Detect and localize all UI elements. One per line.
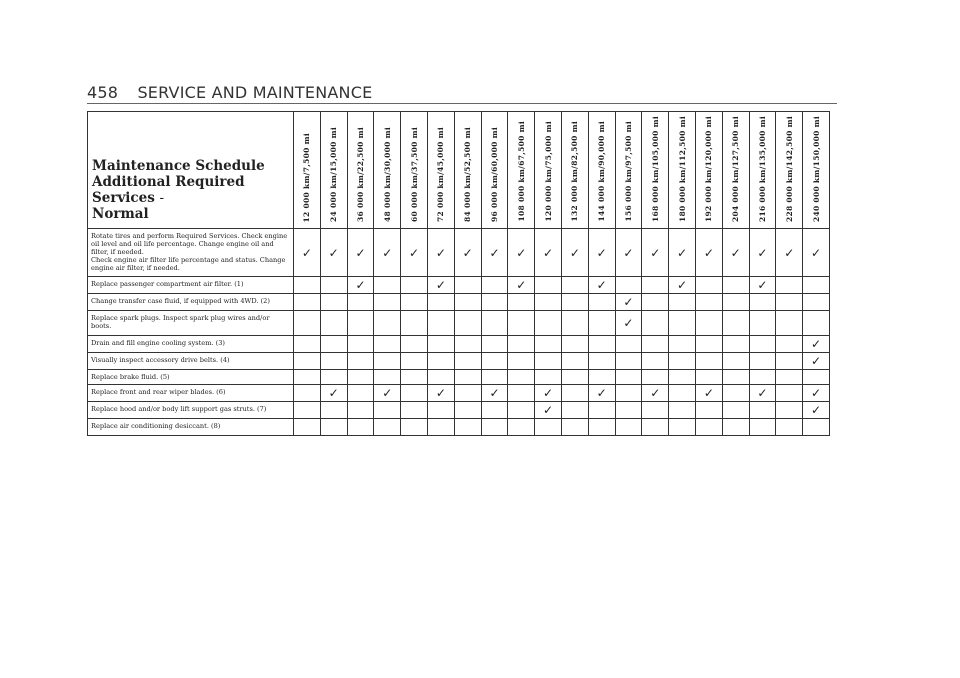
empty-cell (347, 385, 374, 402)
interval-header (642, 112, 669, 229)
empty-cell (294, 277, 321, 294)
empty-cell (749, 353, 776, 370)
empty-cell (669, 311, 696, 336)
empty-cell (508, 402, 535, 419)
check-mark-icon: ✓ (588, 229, 615, 277)
empty-cell (669, 419, 696, 436)
check-mark-icon: ✓ (535, 385, 562, 402)
check-mark-icon: ✓ (427, 385, 454, 402)
empty-cell (481, 311, 508, 336)
empty-cell (803, 277, 830, 294)
interval-label: 132 000 km/82,500 mi (570, 121, 580, 222)
empty-cell (535, 336, 562, 353)
check-mark-icon: ✓ (695, 229, 722, 277)
empty-cell (535, 311, 562, 336)
empty-cell (561, 311, 588, 336)
interval-header (401, 112, 428, 229)
interval-label: 228 000 km/142,500 mi (784, 115, 794, 222)
check-mark-icon: ✓ (642, 229, 669, 277)
empty-cell (722, 353, 749, 370)
service-label: Replace passenger compartment air filter. (1) (88, 277, 294, 294)
empty-cell (588, 311, 615, 336)
empty-cell (374, 294, 401, 311)
empty-cell (749, 370, 776, 385)
empty-cell (347, 353, 374, 370)
interval-header-row (88, 112, 830, 229)
empty-cell (374, 311, 401, 336)
empty-cell (320, 353, 347, 370)
empty-cell (695, 336, 722, 353)
empty-cell (695, 294, 722, 311)
check-mark-icon: ✓ (669, 277, 696, 294)
empty-cell (776, 385, 803, 402)
service-label: Replace spark plugs. Inspect spark plug wires and/or boots. (88, 311, 294, 336)
interval-label: 84 000 km/52,500 mi (463, 127, 473, 222)
empty-cell (481, 336, 508, 353)
empty-cell (588, 336, 615, 353)
empty-cell (669, 385, 696, 402)
empty-cell (454, 353, 481, 370)
check-mark-icon: ✓ (508, 277, 535, 294)
empty-cell (427, 402, 454, 419)
empty-cell (508, 353, 535, 370)
empty-cell (320, 277, 347, 294)
empty-cell (427, 311, 454, 336)
empty-cell (561, 294, 588, 311)
check-mark-icon: ✓ (615, 294, 642, 311)
interval-header (427, 112, 454, 229)
empty-cell (776, 277, 803, 294)
empty-cell (669, 353, 696, 370)
empty-cell (294, 336, 321, 353)
empty-cell (508, 294, 535, 311)
empty-cell (722, 277, 749, 294)
empty-cell (454, 294, 481, 311)
interval-label: 192 000 km/120,000 mi (704, 115, 714, 222)
empty-cell (695, 353, 722, 370)
header-divider (87, 103, 837, 104)
empty-cell (561, 402, 588, 419)
empty-cell (401, 402, 428, 419)
empty-cell (642, 294, 669, 311)
empty-cell (588, 419, 615, 436)
empty-cell (320, 294, 347, 311)
empty-cell (749, 294, 776, 311)
title-line-2: Additional Required Services (92, 174, 245, 206)
section-title: SERVICE AND MAINTENANCE (137, 83, 373, 102)
empty-cell (320, 402, 347, 419)
check-mark-icon: ✓ (427, 277, 454, 294)
page-number: 458 (87, 83, 119, 102)
empty-cell (615, 277, 642, 294)
interval-label: 12 000 km/7,500 mi (302, 132, 312, 222)
empty-cell (320, 419, 347, 436)
empty-cell (615, 370, 642, 385)
empty-cell (695, 311, 722, 336)
check-mark-icon: ✓ (374, 385, 401, 402)
empty-cell (561, 385, 588, 402)
service-label: Drain and fill engine cooling system. (3) (88, 336, 294, 353)
check-mark-icon: ✓ (803, 336, 830, 353)
service-row (88, 385, 830, 402)
empty-cell (320, 370, 347, 385)
empty-cell (561, 336, 588, 353)
check-mark-icon: ✓ (588, 385, 615, 402)
check-mark-icon: ✓ (749, 229, 776, 277)
interval-label: 156 000 km/97,500 mi (623, 121, 633, 222)
empty-cell (749, 402, 776, 419)
empty-cell (588, 294, 615, 311)
interval-header (615, 112, 642, 229)
empty-cell (776, 336, 803, 353)
service-row (88, 229, 830, 277)
service-row (88, 294, 830, 311)
interval-header (481, 112, 508, 229)
empty-cell (294, 294, 321, 311)
empty-cell (615, 385, 642, 402)
empty-cell (454, 336, 481, 353)
empty-cell (401, 353, 428, 370)
empty-cell (294, 385, 321, 402)
empty-cell (347, 370, 374, 385)
empty-cell (427, 419, 454, 436)
check-mark-icon: ✓ (481, 385, 508, 402)
schedule-title (88, 112, 294, 229)
check-mark-icon: ✓ (561, 229, 588, 277)
empty-cell (669, 336, 696, 353)
empty-cell (749, 311, 776, 336)
check-mark-icon: ✓ (535, 402, 562, 419)
service-row (88, 402, 830, 419)
service-row (88, 336, 830, 353)
empty-cell (695, 402, 722, 419)
empty-cell (481, 353, 508, 370)
check-mark-icon: ✓ (347, 277, 374, 294)
empty-cell (481, 294, 508, 311)
empty-cell (347, 294, 374, 311)
empty-cell (294, 419, 321, 436)
empty-cell (401, 311, 428, 336)
empty-cell (427, 336, 454, 353)
empty-cell (615, 353, 642, 370)
service-label: Replace air conditioning desiccant. (8) (88, 419, 294, 436)
empty-cell (347, 336, 374, 353)
service-label: Replace hood and/or body lift support gas struts. (7) (88, 402, 294, 419)
empty-cell (294, 353, 321, 370)
service-row (88, 353, 830, 370)
empty-cell (454, 419, 481, 436)
interval-header (722, 112, 749, 229)
empty-cell (695, 370, 722, 385)
empty-cell (722, 419, 749, 436)
empty-cell (535, 277, 562, 294)
empty-cell (454, 385, 481, 402)
empty-cell (481, 419, 508, 436)
empty-cell (803, 419, 830, 436)
empty-cell (481, 370, 508, 385)
empty-cell (320, 336, 347, 353)
title-line-1: Maintenance Schedule (92, 158, 265, 174)
empty-cell (508, 419, 535, 436)
service-row (88, 311, 830, 336)
interval-header (535, 112, 562, 229)
empty-cell (642, 419, 669, 436)
empty-cell (508, 370, 535, 385)
check-mark-icon: ✓ (749, 385, 776, 402)
check-mark-icon: ✓ (803, 353, 830, 370)
check-mark-icon: ✓ (320, 385, 347, 402)
interval-label: 36 000 km/22,500 mi (355, 127, 365, 222)
interval-header (749, 112, 776, 229)
service-label: Visually inspect accessory drive belts. (4) (88, 353, 294, 370)
interval-label: 216 000 km/135,000 mi (757, 115, 767, 222)
interval-label: 168 000 km/105,000 mi (650, 115, 660, 222)
empty-cell (294, 402, 321, 419)
interval-header (374, 112, 401, 229)
empty-cell (401, 294, 428, 311)
empty-cell (374, 277, 401, 294)
empty-cell (588, 402, 615, 419)
empty-cell (561, 353, 588, 370)
check-mark-icon: ✓ (401, 229, 428, 277)
empty-cell (481, 402, 508, 419)
empty-cell (722, 311, 749, 336)
empty-cell (722, 370, 749, 385)
empty-cell (454, 311, 481, 336)
empty-cell (401, 277, 428, 294)
empty-cell (508, 336, 535, 353)
empty-cell (722, 294, 749, 311)
interval-label: 48 000 km/30,000 mi (382, 127, 392, 222)
check-mark-icon: ✓ (320, 229, 347, 277)
interval-label: 60 000 km/37,500 mi (409, 127, 419, 222)
interval-header (508, 112, 535, 229)
check-mark-icon: ✓ (749, 277, 776, 294)
empty-cell (776, 419, 803, 436)
interval-header (695, 112, 722, 229)
empty-cell (776, 311, 803, 336)
empty-cell (588, 353, 615, 370)
empty-cell (722, 336, 749, 353)
empty-cell (669, 402, 696, 419)
interval-label: 120 000 km/75,000 mi (543, 121, 553, 222)
empty-cell (427, 294, 454, 311)
empty-cell (776, 370, 803, 385)
empty-cell (535, 294, 562, 311)
check-mark-icon: ✓ (803, 229, 830, 277)
empty-cell (776, 294, 803, 311)
check-mark-icon: ✓ (803, 385, 830, 402)
empty-cell (535, 353, 562, 370)
interval-header (561, 112, 588, 229)
interval-label: 204 000 km/127,500 mi (731, 115, 741, 222)
interval-header (294, 112, 321, 229)
empty-cell (615, 336, 642, 353)
empty-cell (642, 370, 669, 385)
empty-cell (347, 311, 374, 336)
empty-cell (588, 370, 615, 385)
service-row (88, 277, 830, 294)
empty-cell (776, 402, 803, 419)
interval-label: 96 000 km/60,000 mi (489, 127, 499, 222)
empty-cell (374, 370, 401, 385)
check-mark-icon: ✓ (374, 229, 401, 277)
empty-cell (561, 277, 588, 294)
check-mark-icon: ✓ (776, 229, 803, 277)
title-dash: - (159, 190, 165, 206)
check-mark-icon: ✓ (615, 229, 642, 277)
empty-cell (347, 402, 374, 419)
empty-cell (374, 336, 401, 353)
maintenance-schedule-table (87, 111, 830, 436)
empty-cell (615, 402, 642, 419)
empty-cell (803, 294, 830, 311)
interval-header (454, 112, 481, 229)
empty-cell (294, 311, 321, 336)
empty-cell (374, 353, 401, 370)
empty-cell (427, 353, 454, 370)
service-label: Change transfer case fluid, if equipped with 4WD. (2) (88, 294, 294, 311)
check-mark-icon: ✓ (695, 385, 722, 402)
empty-cell (374, 419, 401, 436)
empty-cell (722, 385, 749, 402)
interval-label: 24 000 km/15,000 mi (329, 127, 339, 222)
check-mark-icon: ✓ (454, 229, 481, 277)
interval-header (669, 112, 696, 229)
interval-header (347, 112, 374, 229)
title-line-3: Normal (92, 206, 149, 222)
empty-cell (695, 277, 722, 294)
service-row (88, 419, 830, 436)
interval-label: 144 000 km/90,000 mi (597, 121, 607, 222)
check-mark-icon: ✓ (481, 229, 508, 277)
empty-cell (561, 419, 588, 436)
interval-header (320, 112, 347, 229)
empty-cell (320, 311, 347, 336)
service-label: Replace brake fluid. (5) (88, 370, 294, 385)
service-label: Replace front and rear wiper blades. (6) (88, 385, 294, 402)
empty-cell (401, 336, 428, 353)
interval-label: 108 000 km/67,500 mi (516, 121, 526, 222)
empty-cell (454, 277, 481, 294)
empty-cell (508, 385, 535, 402)
empty-cell (347, 419, 374, 436)
empty-cell (615, 419, 642, 436)
check-mark-icon: ✓ (669, 229, 696, 277)
empty-cell (454, 370, 481, 385)
check-mark-icon: ✓ (427, 229, 454, 277)
empty-cell (561, 370, 588, 385)
empty-cell (803, 370, 830, 385)
empty-cell (401, 419, 428, 436)
check-mark-icon: ✓ (535, 229, 562, 277)
check-mark-icon: ✓ (588, 277, 615, 294)
empty-cell (749, 419, 776, 436)
empty-cell (669, 294, 696, 311)
empty-cell (401, 370, 428, 385)
empty-cell (722, 402, 749, 419)
empty-cell (776, 353, 803, 370)
empty-cell (642, 402, 669, 419)
check-mark-icon: ✓ (615, 311, 642, 336)
empty-cell (642, 336, 669, 353)
empty-cell (427, 370, 454, 385)
interval-header (803, 112, 830, 229)
empty-cell (749, 336, 776, 353)
service-row (88, 370, 830, 385)
interval-header (588, 112, 615, 229)
empty-cell (454, 402, 481, 419)
check-mark-icon: ✓ (508, 229, 535, 277)
service-label: Rotate tires and perform Required Services. Check engine oil level and oil life percentage. Change engine oil and filter, if needed. Check engine air filter life percentage and status. Change engine air filter, if needed. (88, 229, 294, 277)
empty-cell (294, 370, 321, 385)
empty-cell (695, 419, 722, 436)
check-mark-icon: ✓ (642, 385, 669, 402)
empty-cell (374, 402, 401, 419)
check-mark-icon: ✓ (803, 402, 830, 419)
empty-cell (508, 311, 535, 336)
empty-cell (401, 385, 428, 402)
empty-cell (481, 277, 508, 294)
empty-cell (535, 419, 562, 436)
empty-cell (803, 311, 830, 336)
empty-cell (642, 277, 669, 294)
interval-label: 180 000 km/112,500 mi (677, 115, 687, 222)
empty-cell (642, 311, 669, 336)
interval-label: 240 000 km/150,000 mi (811, 115, 821, 222)
empty-cell (642, 353, 669, 370)
check-mark-icon: ✓ (722, 229, 749, 277)
check-mark-icon: ✓ (294, 229, 321, 277)
empty-cell (535, 370, 562, 385)
interval-label: 72 000 km/45,000 mi (436, 127, 446, 222)
empty-cell (669, 370, 696, 385)
page-header (87, 83, 372, 102)
interval-header (776, 112, 803, 229)
check-mark-icon: ✓ (347, 229, 374, 277)
